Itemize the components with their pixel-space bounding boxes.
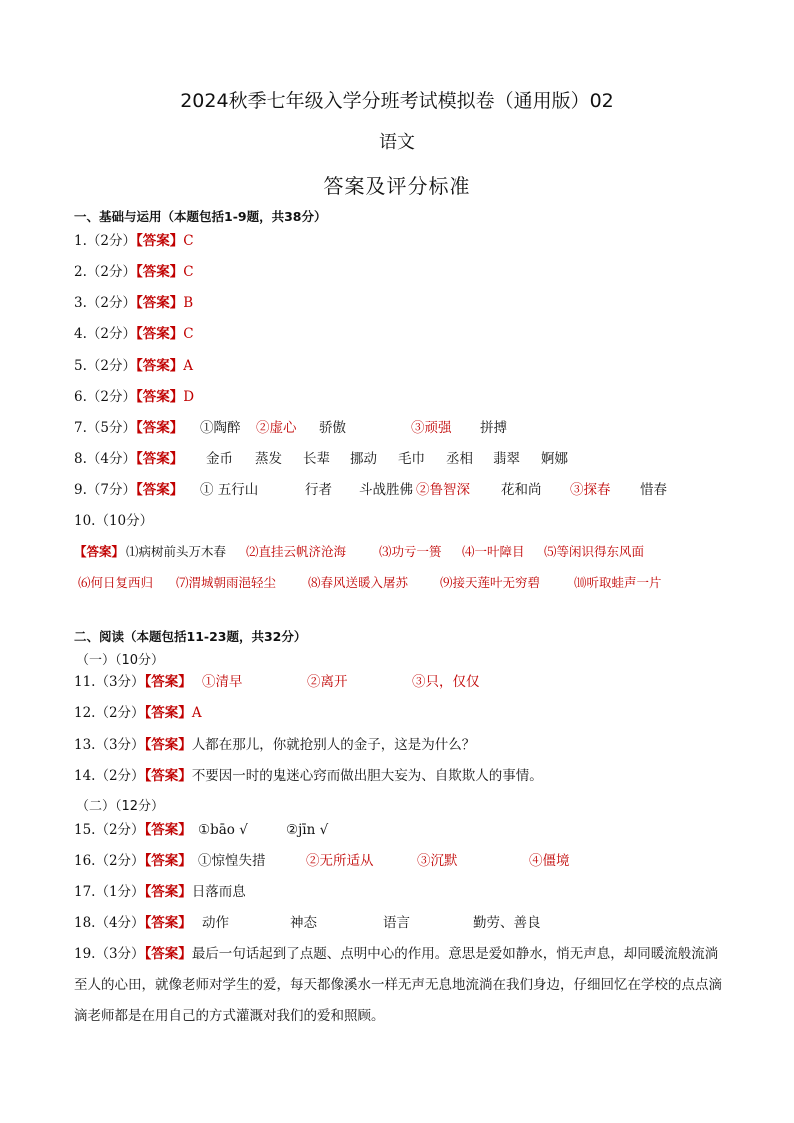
answer-part: ⑽听取蛙声一片 bbox=[574, 575, 662, 590]
answer-part: ④僵境 bbox=[529, 853, 570, 869]
answer-part: ⑶功亏一篑 bbox=[379, 544, 442, 559]
answer-part: ②jīn √ bbox=[286, 822, 329, 838]
answer-part: 行者 bbox=[305, 482, 332, 498]
answer-text: C bbox=[183, 233, 194, 249]
answer-part: ②虚心 bbox=[256, 420, 297, 436]
answer-part: 花和尚 bbox=[501, 482, 542, 498]
question-5 bbox=[74, 357, 193, 375]
answer-part: 斗战胜佛 bbox=[359, 482, 413, 498]
answer-text: 最后一句话起到了点题、点明中心的作用。意思是爱如静水，悄无声息，却同暖流般流淌至人的心田，就像老师对学生的爱，每天都像溪水一样无声无息地流淌在我们身边，仔细回忆在学校的点点滴滴老师都是在用自己的方式灌溉对我们的爱和照顾。 bbox=[74, 946, 722, 1024]
answer-part: 动作 bbox=[202, 915, 229, 931]
subject-title: 语文 bbox=[379, 132, 415, 153]
answer-part: 语言 bbox=[383, 915, 410, 931]
question-number: 5.（2分） bbox=[74, 358, 136, 374]
question-number: 1.（2分） bbox=[74, 233, 136, 249]
answer-part: ②无所适从 bbox=[306, 853, 374, 869]
answer-text: 不要因一时的鬼迷心窍而做出胆大妄为、自欺欺人的事情。 bbox=[191, 768, 543, 784]
answer-part: ①清早 bbox=[202, 674, 243, 690]
answer-tag: 【答案】 bbox=[135, 482, 184, 498]
section-2-heading: 二、阅读（本题包括11-23题，共32分） bbox=[74, 629, 307, 644]
answer-tag: 【答案】 bbox=[144, 853, 192, 869]
question-number: 14.（2分） bbox=[74, 768, 145, 784]
answer-text: C bbox=[183, 264, 194, 280]
answer-text: A bbox=[183, 358, 193, 374]
question-number: 10.（10分） bbox=[74, 513, 154, 529]
answer-tag: 【答案】 bbox=[144, 737, 192, 753]
answer-part: 神态 bbox=[290, 915, 317, 931]
answer-part: 挪动 bbox=[350, 451, 377, 467]
question-16 bbox=[74, 852, 724, 870]
answer-part: ⑺渭城朝雨浥轻尘 bbox=[176, 575, 277, 590]
answer-part: 金币 bbox=[206, 451, 233, 467]
question-number: 2.（2分） bbox=[74, 264, 136, 280]
question-7 bbox=[74, 419, 724, 437]
answer-part: 丞相 bbox=[446, 451, 473, 467]
answer-part: ⑻春风送暖入屠苏 bbox=[308, 575, 409, 590]
answer-tag: 【答案】 bbox=[144, 822, 192, 838]
answer-tag: 【答案】 bbox=[135, 264, 184, 280]
question-3 bbox=[74, 294, 193, 312]
answer-tag: 【答案】 bbox=[144, 705, 192, 721]
answer-part: ⑸等闲识得东风面 bbox=[544, 544, 645, 559]
question-1 bbox=[74, 232, 194, 250]
answer-tag: 【答案】 bbox=[144, 884, 192, 900]
answer-part: 翡翠 bbox=[493, 451, 520, 467]
question-number: 4.（2分） bbox=[74, 326, 136, 342]
question-number: 18.（4分） bbox=[74, 915, 145, 931]
question-number: 17.（1分） bbox=[74, 884, 145, 900]
question-14 bbox=[74, 767, 543, 785]
answer-tag: 【答案】 bbox=[135, 295, 184, 311]
answer-tag: 【答案】 bbox=[135, 358, 184, 374]
answer-tag: 【答案】 bbox=[135, 420, 184, 436]
question-number: 13.（3分） bbox=[74, 737, 145, 753]
section-1-heading: 一、基础与运用（本题包括1-9题，共38分） bbox=[74, 209, 327, 224]
answer-part: ③只，仅仅 bbox=[412, 674, 480, 690]
answer-text: B bbox=[183, 295, 194, 311]
question-10 bbox=[74, 512, 153, 530]
answer-part: ③顽强 bbox=[411, 420, 452, 436]
document-title: 2024秋季七年级入学分班考试模拟卷（通用版）02 bbox=[180, 90, 614, 112]
question-number: 19.（3分） bbox=[74, 946, 145, 962]
answer-tag: 【答案】 bbox=[74, 544, 125, 559]
question-4 bbox=[74, 325, 194, 343]
answer-tag: 【答案】 bbox=[144, 946, 192, 962]
answer-text: C bbox=[183, 326, 194, 342]
answer-part: ②离开 bbox=[307, 674, 348, 690]
answer-part: ③沉默 bbox=[417, 853, 458, 869]
question-12 bbox=[74, 704, 202, 722]
question-number: 6.（2分） bbox=[74, 389, 136, 405]
answer-text: A bbox=[191, 705, 202, 721]
answer-tag: 【答案】 bbox=[135, 451, 184, 467]
answer-part: ⑴病树前头万木春 bbox=[126, 544, 227, 559]
answer-tag: 【答案】 bbox=[144, 915, 192, 931]
question-6 bbox=[74, 388, 194, 406]
answer-part: ②鲁智深 bbox=[416, 482, 470, 498]
answer-part: ⑹何日复西归 bbox=[78, 575, 154, 590]
question-15 bbox=[74, 821, 724, 839]
question-2 bbox=[74, 263, 194, 281]
question-17 bbox=[74, 883, 246, 901]
answer-part: ①bāo √ bbox=[198, 822, 248, 838]
answer-part: 长辈 bbox=[303, 451, 330, 467]
question-9 bbox=[74, 481, 724, 499]
question-13 bbox=[74, 736, 475, 754]
answer-part: ③探春 bbox=[570, 482, 611, 498]
answer-part: ⑷一叶障目 bbox=[462, 544, 525, 559]
answer-part: 毛巾 bbox=[398, 451, 425, 467]
answer-tag: 【答案】 bbox=[144, 674, 192, 690]
question-number: 7.（5分） bbox=[74, 420, 136, 436]
question-number: 11.（3分） bbox=[74, 674, 145, 690]
answer-part: ①惊惶失措 bbox=[198, 853, 266, 869]
reading-part-2-heading: （二）（12分） bbox=[76, 799, 165, 814]
answer-part: 婀娜 bbox=[541, 451, 568, 467]
question-number: 9.（7分） bbox=[74, 482, 136, 498]
answer-part: ⑼接天莲叶无穷碧 bbox=[440, 575, 541, 590]
answer-tag: 【答案】 bbox=[135, 326, 184, 342]
question-18 bbox=[74, 914, 724, 932]
question-10-answer-line-1 bbox=[74, 543, 724, 561]
question-10-answer-line-2 bbox=[74, 574, 724, 592]
answer-text: D bbox=[183, 389, 195, 405]
question-number: 12.（2分） bbox=[74, 705, 145, 721]
question-number: 3.（2分） bbox=[74, 295, 136, 311]
answer-text: 日落而息 bbox=[191, 884, 246, 900]
question-number: 8.（4分） bbox=[74, 451, 136, 467]
answer-part: 拼搏 bbox=[480, 420, 507, 436]
answer-part: ⑵直挂云帆济沧海 bbox=[246, 544, 347, 559]
reading-part-1-heading: （一）（10分） bbox=[76, 653, 165, 668]
answer-part: 蒸发 bbox=[255, 451, 282, 467]
question-8 bbox=[74, 450, 724, 468]
answer-tag: 【答案】 bbox=[144, 768, 192, 784]
answer-part: 骄傲 bbox=[319, 420, 346, 436]
answer-part: ① 五行山 bbox=[200, 482, 259, 498]
question-19 bbox=[74, 939, 724, 1032]
answer-part: ①陶醉 bbox=[200, 420, 241, 436]
answer-tag: 【答案】 bbox=[135, 233, 184, 249]
question-11 bbox=[74, 673, 724, 691]
question-number: 15.（2分） bbox=[74, 822, 145, 838]
answer-text: 人都在那儿，你就抢别人的金子，这是为什么？ bbox=[191, 737, 476, 753]
answer-tag: 【答案】 bbox=[135, 389, 184, 405]
answer-part: 惜春 bbox=[640, 482, 667, 498]
answer-part: 勤劳、善良 bbox=[473, 915, 541, 931]
answer-key-title: 答案及评分标准 bbox=[323, 174, 471, 198]
question-number: 16.（2分） bbox=[74, 853, 145, 869]
